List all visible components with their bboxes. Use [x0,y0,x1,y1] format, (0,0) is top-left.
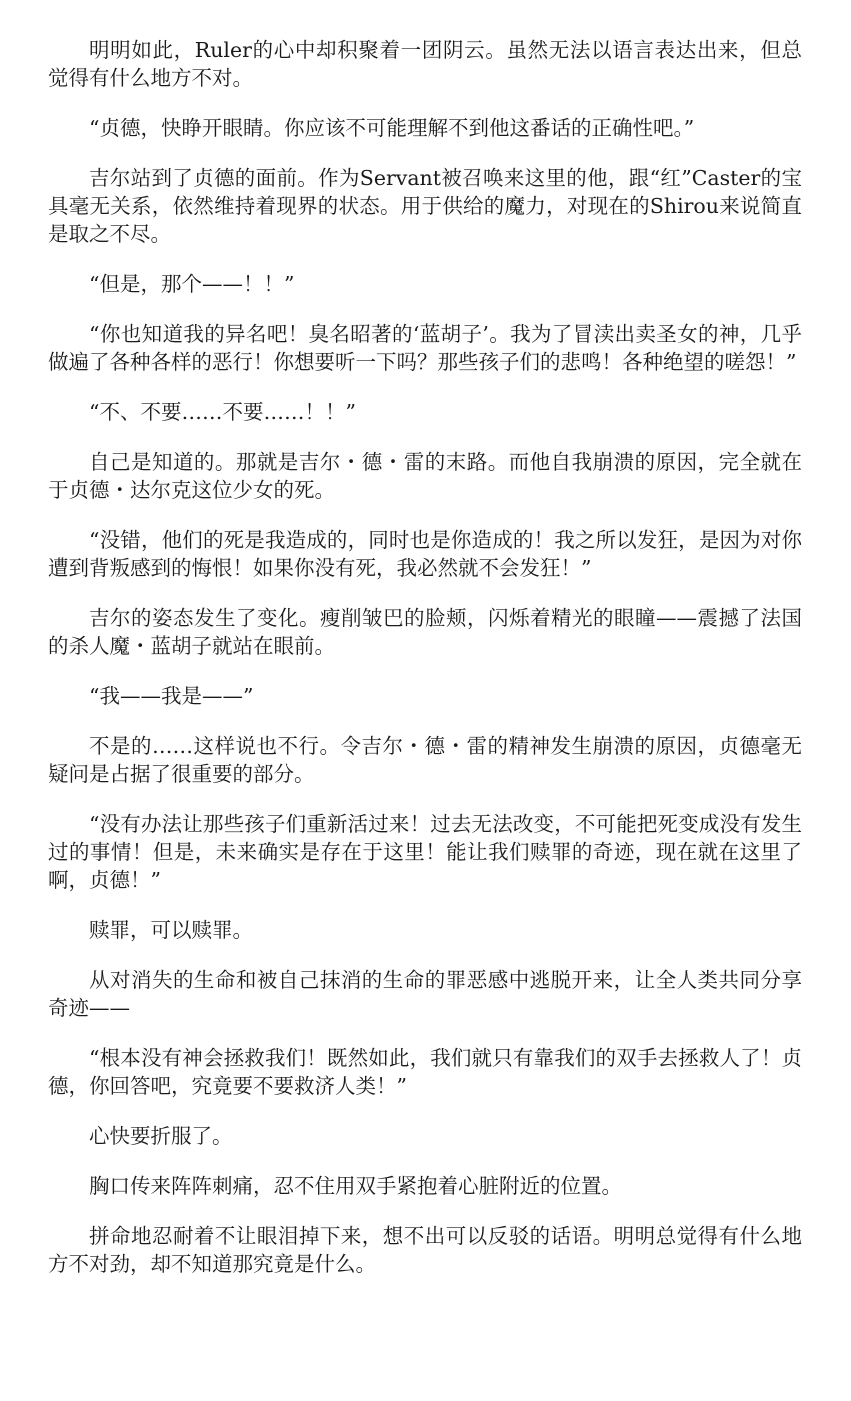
paragraph-5: “你也知道我的异名吧！臭名昭著的‘蓝胡子’。我为了冒渎出卖圣女的神，几乎做遍了各种各样的恶行！你想要听一下吗？那些孩子们的悲鸣！各种绝望的嗟怨！” [48,322,802,374]
paragraph-15: “根本没有神会拯救我们！既然如此，我们就只有靠我们的双手去拯救人了！贞德，你回答吧，究竟要不要救济人类！” [48,1046,802,1098]
paragraph-16: 心快要折服了。 [89,1124,233,1148]
paragraph-13: 赎罪，可以赎罪。 [89,918,253,942]
paragraph-7: 自己是知道的。那就是吉尔・德・雷的末路。而他自我崩溃的原因，完全就在于贞德・达尔克这位少女的死。 [48,450,802,502]
paragraph-1: 明明如此，Ruler的心中却积聚着一团阴云。虽然无法以语言表达出来，但总觉得有什么地方不对。 [48,38,802,90]
paragraph-14: 从对消失的生命和被自己抹消的生命的罪恶感中逃脱开来，让全人类共同分享奇迹—— [48,968,802,1020]
paragraph-6: “不、不要……不要……！！” [89,400,356,424]
paragraph-10: “我——我是——” [89,684,254,708]
paragraph-11: 不是的……这样说也不行。令吉尔・德・雷的精神发生崩溃的原因，贞德毫无疑问是占据了很重要的部分。 [48,734,802,786]
paragraph-18: 拼命地忍耐着不让眼泪掉下来，想不出可以反驳的话语。明明总觉得有什么地方不对劲，却不知道那究竟是什么。 [48,1224,802,1276]
paragraph-4: “但是，那个——！！” [89,272,295,296]
paragraph-2: “贞德，快睁开眼睛。你应该不可能理解不到他这番话的正确性吧。” [89,116,695,140]
paragraph-3: 吉尔站到了贞德的面前。作为Servant被召唤来这里的他，跟“红”Caster的宝具毫无关系，依然维持着现界的状态。用于供给的魔力，对现在的Shirou来说简直是取之不尽。 [48,166,802,246]
document-body [48,36,802,1300]
paragraph-12: “没有办法让那些孩子们重新活过来！过去无法改变，不可能把死变成没有发生过的事情！但是，未来确实是存在于这里！能让我们赎罪的奇迹，现在就在这里了啊，贞德！” [48,812,802,892]
paragraph-8: “没错，他们的死是我造成的，同时也是你造成的！我之所以发狂，是因为对你遭到背叛感到的悔恨！如果你没有死，我必然就不会发狂！” [48,528,802,580]
paragraph-9: 吉尔的姿态发生了变化。瘦削皱巴的脸颊，闪烁着精光的眼瞳——震撼了法国的杀人魔・蓝胡子就站在眼前。 [48,606,802,658]
paragraph-17: 胸口传来阵阵刺痛，忍不住用双手紧抱着心脏附近的位置。 [89,1174,622,1198]
